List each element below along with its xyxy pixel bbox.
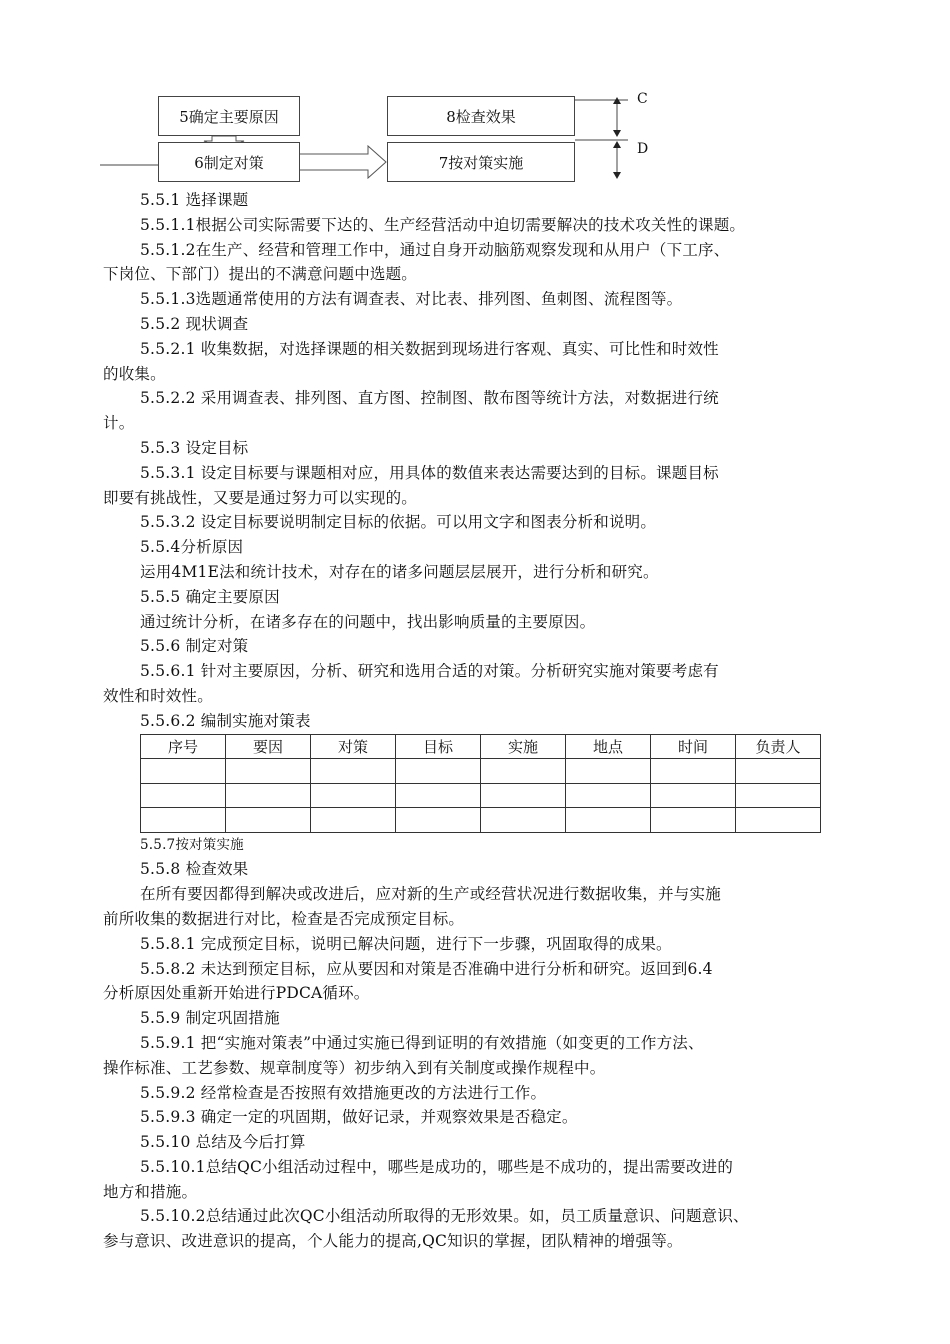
table-cell [396,759,481,784]
text-line: 5.5.1 选择课题 [140,191,249,209]
text-line: 的收集。 [103,364,166,383]
text-line: 5.5.9 制定巩固措施 [140,1009,280,1028]
table-header-cell: 要因 [226,734,311,759]
table-cell [651,759,736,784]
table-cell [141,783,226,808]
text-line: 5.5.8 检查效果 [140,860,249,879]
text-line: 5.5.1.1根据公司实际需要下达的、生产经营活动中迫切需要解决的技术攻关性的课题。 [140,215,746,234]
text-line: 5.5.10.2总结通过此次QC小组活动所取得的无形效果。如，员工质量意识、问题意识、 [140,1207,749,1226]
table-cell [736,808,821,833]
table-row [141,808,821,833]
down-arrow-icon [613,130,621,137]
text-line: 5.5.2 现状调查 [140,314,249,333]
text-line: 5.5.7按对策实施 [140,836,244,853]
table-header-cell: 地点 [566,734,651,759]
text-line: 5.5.6.1 针对主要原因，分析、研究和选用合适的对策。分析研究实施对策要考虑有 [140,662,719,681]
text-line: 5.5.10.1总结QC小组活动过程中，哪些是成功的，哪些是不成功的，提出需要改进的 [140,1157,734,1176]
text-line: 效性和时效性。 [103,686,213,705]
table-header-row [141,734,821,759]
text-line: 下岗位、下部门）提出的不满意问题中选题。 [103,265,418,284]
table-cell [396,808,481,833]
table-cell [566,759,651,784]
text-line: 5.5.4分析原因 [140,538,244,557]
step-7-box [387,142,575,182]
text-line: 5.5.8.1 完成预定目标，说明已解决问题，进行下一步骤，巩固取得的成果。 [140,934,672,953]
table-cell [736,759,821,784]
text-line: 5.5.3.1 设定目标要与课题相对应，用具体的数值来表达需要达到的目标。课题目标 [140,463,719,482]
table-row [141,759,821,784]
text-line: 5.5.3 设定目标 [140,438,249,457]
step-8-box [387,96,575,136]
text-line: 5.5.10 总结及今后打算 [140,1133,306,1152]
table-row [141,783,821,808]
text-line: 5.5.6 制定对策 [140,637,249,656]
step-7-label: 7按对策实施 [438,153,524,172]
table-cell [141,808,226,833]
text-line: 5.5.9.1 把“实施对策表”中通过实施已得到证明的有效措施（如变更的工作方法、 [140,1033,704,1052]
table-cell [481,808,566,833]
step-5-box [158,96,300,136]
text-line: 即要有挑战性，又要是通过努力可以实现的。 [103,488,418,507]
text-line: 5.5.1.2在生产、经营和管理工作中，通过自身开动脑筋观察发现和从用户（下工序、 [140,240,730,259]
text-line: 参与意识、改进意识的提高，个人能力的提高,QC知识的掌握，团队精神的增强等。 [103,1232,683,1251]
up-arrow-icon [613,141,621,148]
do-phase-mark: D [637,141,649,157]
table-header-cell: 目标 [396,734,481,759]
text-line: 计。 [103,414,135,433]
table-header-cell: 时间 [651,734,736,759]
step-6-box [158,142,300,182]
text-line: 5.5.3.2 设定目标要说明制定目标的依据。可以用文字和图表分析和说明。 [140,513,657,532]
text-line: 前所收集的数据进行对比，检查是否完成预定目标。 [103,909,465,928]
table-header-cell: 对策 [311,734,396,759]
table-header-cell: 负责人 [736,734,821,759]
step-5-label: 5确定主要原因 [179,107,279,126]
text-line: 5.5.9.2 经常检查是否按照有效措施更改的方法进行工作。 [140,1083,547,1102]
text-line: 5.5.5 确定主要原因 [140,587,280,606]
table-cell [226,759,311,784]
table-cell [651,783,736,808]
text-line: 5.5.8.2 未达到预定目标，应从要因和对策是否准确中进行分析和研究。返回到6.4 [140,959,713,978]
down-arrow-icon [613,172,621,179]
table-cell [566,808,651,833]
text-line: 运用4M1E法和统计技术，对存在的诸多问题层层展开，进行分析和研究。 [140,562,659,581]
table-header-cell: 实施 [481,734,566,759]
text-line: 操作标准、工艺参数、规章制度等）初步纳入到有关制度或操作规程中。 [103,1058,606,1077]
table-cell [311,759,396,784]
text-line: 5.5.9.3 确定一定的巩固期，做好记录，并观察效果是否稳定。 [140,1108,578,1127]
text-line: 在所有要因都得到解决或改进后，应对新的生产或经营状况进行数据收集，并与实施 [140,885,721,904]
text-line: 5.5.1.3选题通常使用的方法有调查表、对比表、排列图、鱼刺图、流程图等。 [140,290,683,309]
table-cell [226,808,311,833]
text-line: 5.5.2.1 收集数据，对选择课题的相关数据到现场进行客观、真实、可比性和时效性 [140,339,719,358]
check-phase-mark: C [637,91,648,107]
table-cell [481,759,566,784]
section-paragraphs-continued [103,833,863,1255]
document-body [103,188,863,1254]
table-header-cell: 序号 [141,734,226,759]
text-line: 通过统计分析，在诸多存在的问题中，找出影响质量的主要原因。 [140,612,596,631]
step-8-label: 8检查效果 [446,107,516,126]
table-cell [736,783,821,808]
step-6-label: 6制定对策 [194,153,264,172]
text-line: 5.5.6.2 编制实施对策表 [140,711,311,730]
text-line: 5.5.2.2 采用调查表、排列图、直方图、控制图、散布图等统计方法，对数据进行统 [140,389,719,408]
table-cell [396,783,481,808]
table-cell [651,808,736,833]
table-cell [311,783,396,808]
section-paragraphs [103,188,863,734]
countermeasure-table [140,734,821,833]
table-cell [311,808,396,833]
text-line: 地方和措施。 [103,1182,198,1201]
table-cell [566,783,651,808]
table-cell [226,783,311,808]
table-cell [481,783,566,808]
right-arrow-icon [298,146,386,178]
text-line: 分析原因处重新开始进行PDCA循环。 [103,984,370,1003]
table-cell [141,759,226,784]
